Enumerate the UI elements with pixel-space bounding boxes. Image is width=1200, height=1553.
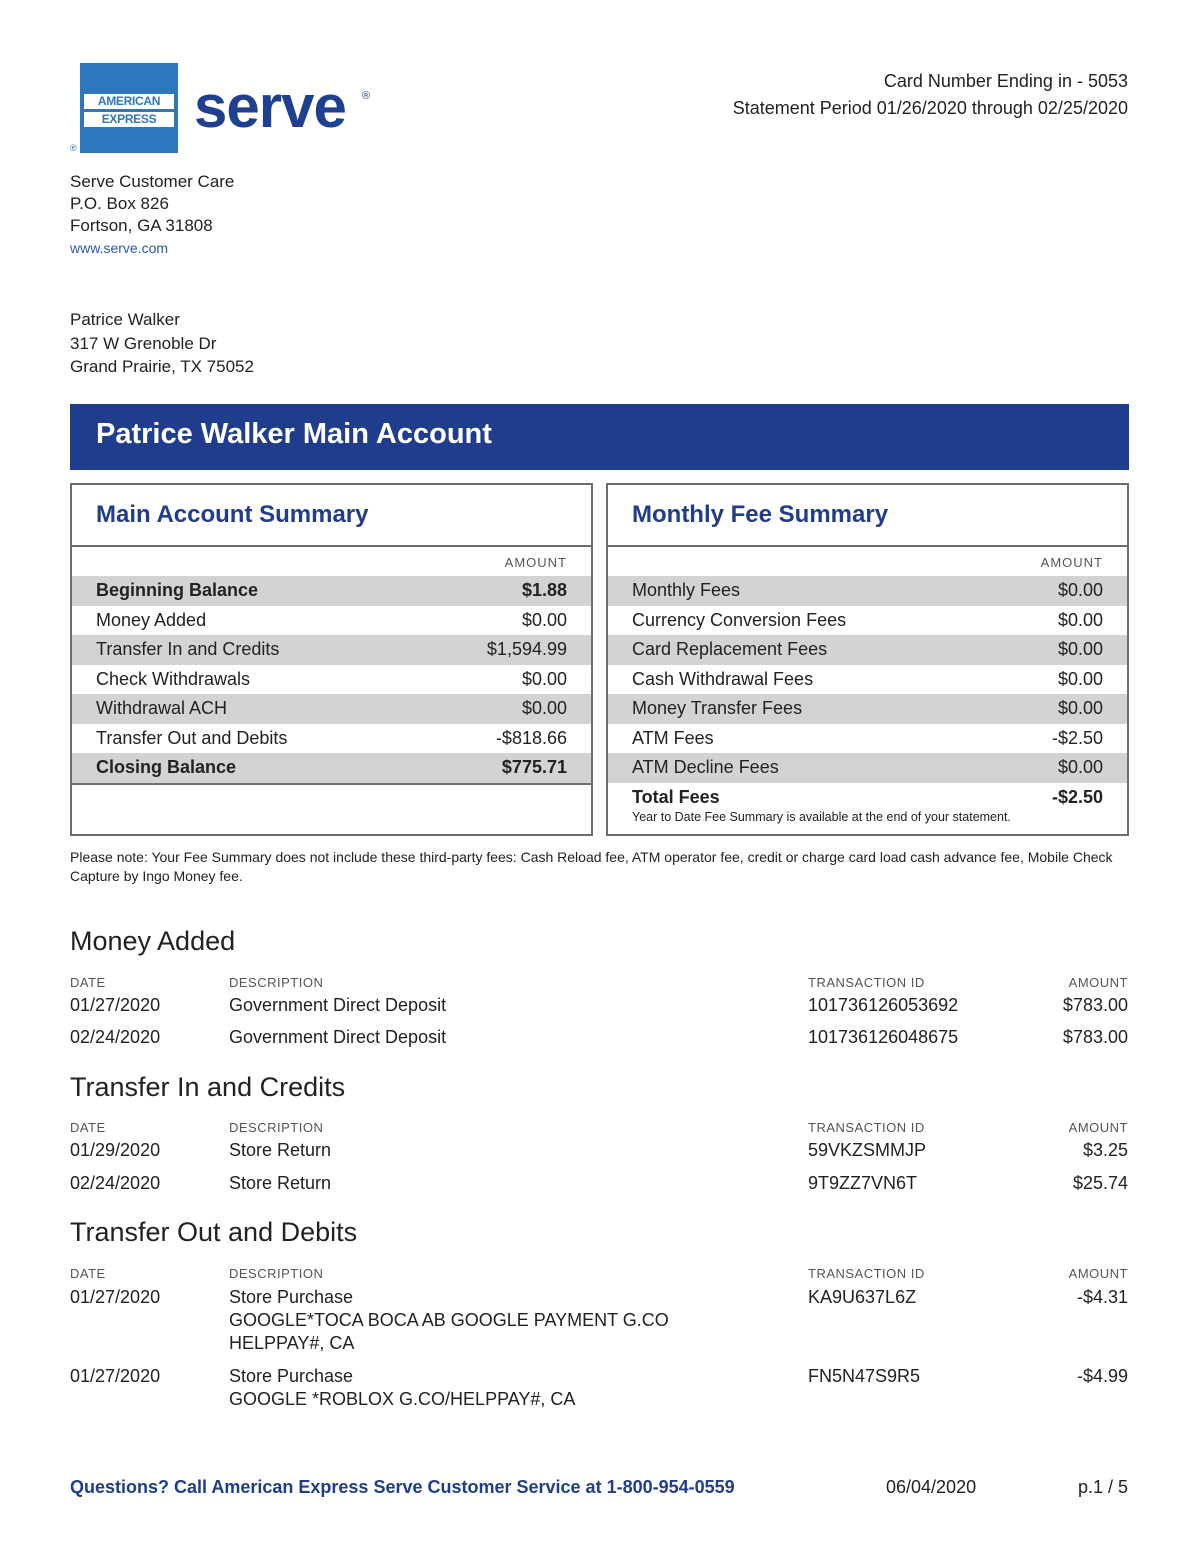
summary-row [72,665,591,695]
txn-amount: $3.25 [1082,1140,1128,1160]
fee-row-label: Currency Conversion Fees [632,609,847,630]
col-head-date: DATE [70,975,106,990]
summary-row [72,753,591,783]
card-number-ending: Card Number Ending in - 5053 [883,71,1128,91]
summary-row [72,635,591,665]
recipient-name: Patrice Walker [70,310,180,329]
txn-description: Government Direct Deposit [229,995,447,1015]
summary-row-value: $775.71 [501,757,567,777]
summary-row-value: $0.00 [521,698,567,718]
summary-divider [72,783,591,785]
txn-description: Government Direct Deposit [229,1027,447,1047]
txn-amount: -$4.99 [1076,1366,1128,1386]
txn-description-line2: GOOGLE *ROBLOX G.CO/HELPPAY#, CA [229,1389,576,1409]
summary-row [72,576,591,606]
fee-row [608,724,1127,754]
recipient-line1: 317 W Grenoble Dr [70,333,217,353]
fee-row [608,606,1127,636]
summary-row-label: Closing Balance [96,757,237,777]
sender-line1: P.O. Box 826 [70,194,169,213]
fee-row [608,753,1127,783]
main-summary-header [72,485,591,547]
col-head-description: DESCRIPTION [229,975,324,990]
fee-row [608,665,1127,695]
summary-row-label: Money Added [96,609,207,630]
fee-row-value: $0.00 [1057,609,1103,630]
fee-row [608,635,1127,665]
fee-summary-amount-header [608,547,1127,576]
summary-row-label: Check Withdrawals [96,668,251,689]
col-head-transaction-id: TRANSACTION ID [808,975,925,990]
col-head-amount: AMOUNT [1068,1120,1128,1135]
summary-row-label: Beginning Balance [96,580,259,600]
section-title-transfer-in: Transfer In and Credits [70,1072,346,1102]
fee-row-value: -$2.50 [1051,727,1103,748]
summary-row-value: $1.88 [521,580,567,600]
fee-row-label: Cash Withdrawal Fees [632,668,814,689]
sender-line2: Fortson, GA 31808 [70,216,213,235]
col-head-description: DESCRIPTION [229,1266,324,1281]
fee-total-row [608,783,1127,813]
section-title-transfer-out: Transfer Out and Debits [70,1217,358,1247]
summary-row-value: $0.00 [521,668,567,689]
ytd-fee-note: Year to Date Fee Summary is available at the end of your statement. [632,810,1011,824]
col-head-date: DATE [70,1120,106,1135]
txn-date: 02/24/2020 [70,1173,161,1193]
serve-wordmark: serve [194,73,346,140]
fee-row-value: $0.00 [1057,639,1103,659]
fee-row-value: $0.00 [1057,580,1103,600]
txn-date: 01/29/2020 [70,1140,161,1160]
main-summary-title: Main Account Summary [96,501,369,528]
amex-logo [80,63,178,153]
summary-row-value: -$818.66 [495,727,567,748]
fee-summary-title: Monthly Fee Summary [632,501,889,528]
summary-row-label: Withdrawal ACH [96,698,228,718]
fee-row [608,576,1127,606]
txn-amount: $783.00 [1062,1027,1128,1047]
amex-registered-mark: ® [70,143,77,153]
txn-id: FN5N47S9R5 [808,1366,921,1386]
main-account-summary [70,483,593,836]
txn-id: 59VKZSMMJP [808,1140,927,1160]
txn-description: Store Return [229,1140,332,1160]
serve-registered-mark: ® [362,90,371,102]
fee-row-label: Money Transfer Fees [632,698,803,718]
txn-description: Store Return [229,1173,332,1193]
fee-row-value: $0.00 [1057,698,1103,718]
txn-description-line1: Store Purchase [229,1287,354,1307]
fee-row-label: Card Replacement Fees [632,639,828,659]
col-head-date: DATE [70,1266,106,1281]
txn-id: 9T9ZZ7VN6T [808,1173,918,1193]
fee-row [608,694,1127,724]
summary-row [72,694,591,724]
footer-print-date: 06/04/2020 [886,1477,977,1497]
account-banner-title: Patrice Walker Main Account [96,418,492,450]
txn-id: KA9U637L6Z [808,1287,917,1307]
txn-description-line1: Store Purchase [229,1366,354,1386]
amex-logo-line1: AMERICAN [84,94,174,109]
txn-description-line3: HELPPAY#, CA [229,1333,355,1353]
txn-description [229,1365,575,1411]
fee-row-label: ATM Fees [632,727,714,748]
summary-row [72,724,591,754]
txn-amount: $25.74 [1072,1173,1128,1193]
customer-service-phone: Questions? Call American Express Serve Customer Service at 1-800-954-0559 [70,1477,735,1497]
txn-amount: -$4.31 [1076,1287,1128,1307]
fee-row-label: Monthly Fees [632,580,741,600]
main-summary-amount-header [72,547,591,576]
fee-summary-amount-label: AMOUNT [1040,555,1103,570]
summary-row-label: Transfer In and Credits [96,639,280,659]
txn-id: 101736126053692 [808,995,959,1015]
col-head-transaction-id: TRANSACTION ID [808,1266,925,1281]
section-title-money-added: Money Added [70,926,236,956]
recipient-line2: Grand Prairie, TX 75052 [70,357,254,376]
monthly-fee-summary [606,483,1129,836]
fee-total-label: Total Fees [632,786,720,807]
main-summary-amount-label: AMOUNT [504,555,567,570]
summary-row-value: $0.00 [521,609,567,630]
txn-date: 01/27/2020 [70,995,161,1015]
txn-date: 01/27/2020 [70,1366,161,1386]
txn-date: 01/27/2020 [70,1287,161,1307]
statement-period: Statement Period 01/26/2020 through 02/25/2020 [732,98,1128,118]
summary-row-label: Transfer Out and Debits [96,727,288,748]
summary-row [72,606,591,636]
fee-row-value: $0.00 [1057,757,1103,777]
txn-date: 02/24/2020 [70,1027,161,1047]
fee-summary-header [608,485,1127,547]
website-link[interactable]: www.serve.com [70,240,169,256]
txn-description [229,1286,669,1355]
col-head-transaction-id: TRANSACTION ID [808,1120,925,1135]
sender-address [70,171,234,259]
recipient-address [70,308,254,379]
txn-amount: $783.00 [1062,995,1128,1015]
fee-disclaimer-note: Please note: Your Fee Summary does not include these third-party fees: Cash Reload fee, ATM operator fee, credit or charge card load cash advance fee, Mobile Check Capture by Ingo Money fee. [70,849,1113,884]
account-banner [70,404,1129,470]
page-number: p.1 / 5 [1077,1477,1128,1497]
col-head-description: DESCRIPTION [229,1120,324,1135]
txn-id: 101736126048675 [808,1027,959,1047]
card-info [733,68,1128,122]
col-head-amount: AMOUNT [1068,975,1128,990]
col-head-amount: AMOUNT [1068,1266,1128,1281]
fee-row-value: $0.00 [1057,668,1103,689]
fee-row-label: ATM Decline Fees [632,757,779,777]
fee-total-value: -$2.50 [1051,786,1103,807]
summary-row-value: $1,594.99 [486,639,567,659]
sender-name: Serve Customer Care [70,172,235,191]
amex-logo-line2: EXPRESS [84,112,174,127]
txn-description-line2: GOOGLE*TOCA BOCA AB GOOGLE PAYMENT G.CO [229,1310,669,1330]
